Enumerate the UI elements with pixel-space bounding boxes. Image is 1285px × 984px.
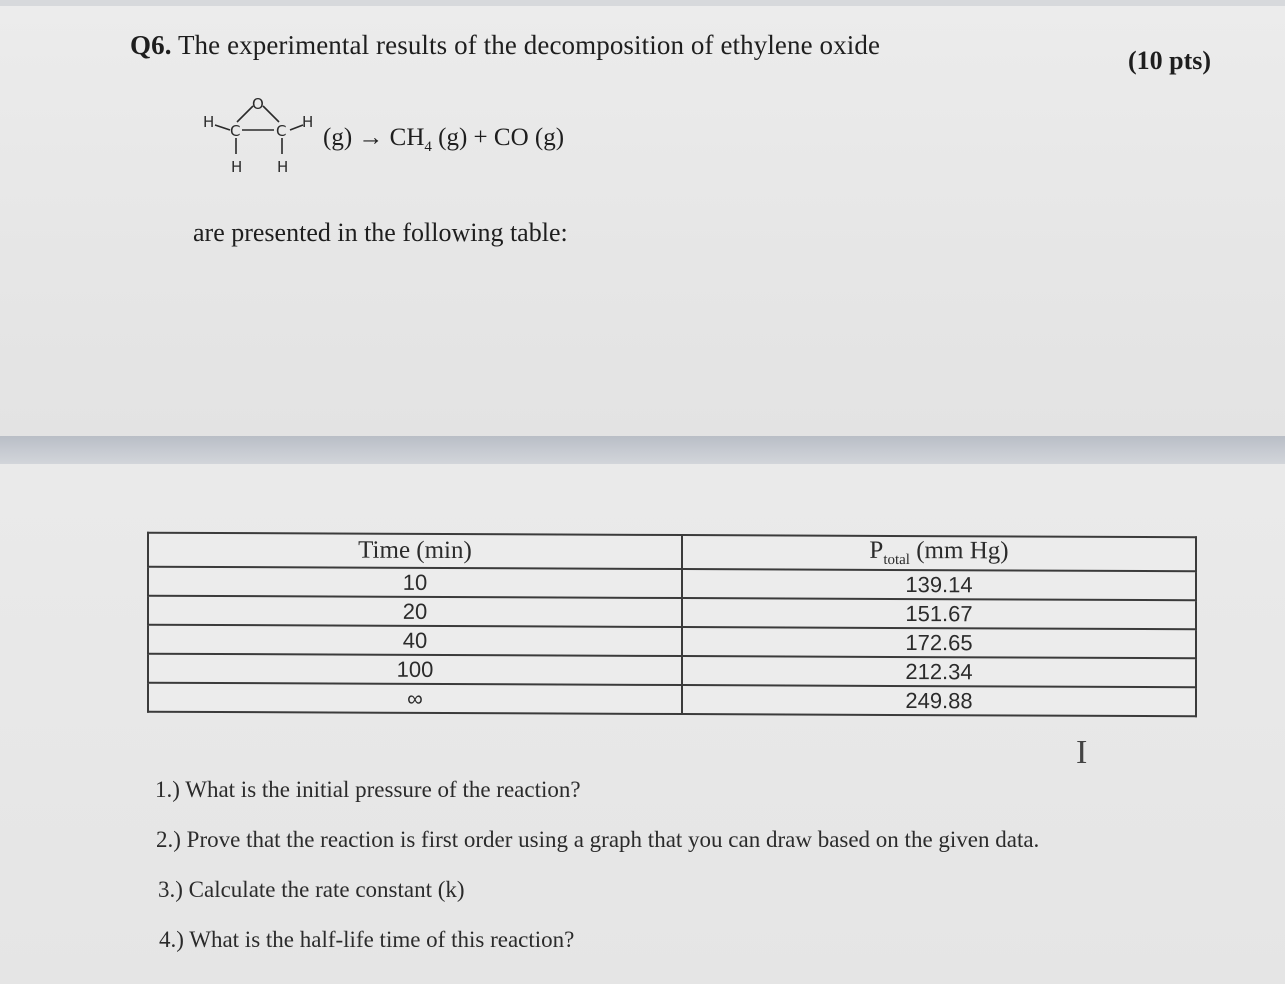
cell-time: 100 — [148, 654, 682, 685]
data-table — [147, 532, 1197, 718]
structure-diagram — [198, 92, 328, 182]
table-row — [148, 683, 1196, 717]
sub-question: 1.) What is the initial pressure of the reaction? — [155, 777, 581, 802]
question-panel — [0, 0, 1285, 436]
cell-pressure: 249.88 — [682, 685, 1196, 716]
atom-carbon-left: C — [230, 122, 241, 140]
header-pressure — [682, 535, 1196, 571]
bond-h-c-left — [215, 125, 230, 130]
cell-time: 20 — [148, 596, 682, 627]
product-methane-formula: CH — [389, 124, 425, 151]
bond-c-o-left — [237, 106, 253, 122]
text-cursor-icon: I — [1076, 734, 1088, 771]
atom-h-left: H — [203, 113, 215, 131]
product-methane-subscript: 4 — [424, 139, 432, 155]
ethylene-oxide-structure — [198, 92, 328, 182]
question-title — [130, 30, 880, 61]
header-pressure-symbol: P — [869, 536, 884, 564]
cell-pressure: 212.34 — [682, 656, 1196, 687]
table-row — [148, 596, 1196, 630]
cell-pressure: 151.67 — [682, 598, 1196, 629]
intro-text: are presented in the following table: — [193, 218, 568, 247]
atom-h-bottom-left: H — [231, 158, 243, 176]
question-title-text: The experimental results of the decomposition of ethylene oxide — [177, 30, 881, 60]
question-points: (10 pts) — [1128, 46, 1212, 75]
table-header-row — [148, 533, 1196, 572]
plus-sign: + — [473, 124, 488, 151]
cell-time: ∞ — [148, 683, 682, 714]
reaction-equation — [323, 124, 564, 156]
sub-question: 2.) Prove that the reaction is first order using a graph that you can draw based on the given data. — [156, 827, 1040, 852]
atom-oxygen: O — [252, 95, 264, 113]
atom-carbon-right: C — [276, 122, 287, 140]
sub-question: 3.) Calculate the rate constant (k) — [158, 877, 465, 902]
cell-pressure: 139.14 — [682, 569, 1196, 600]
header-pressure-subscript: total — [883, 551, 910, 569]
question-number: Q6. — [130, 30, 172, 60]
cell-pressure: 172.65 — [682, 627, 1196, 658]
reactant-state: (g) — [323, 124, 353, 151]
table-row — [148, 567, 1196, 601]
section-divider — [0, 436, 1285, 464]
product-co-state: (g) — [534, 124, 565, 151]
header-time: Time (min) — [148, 533, 682, 569]
product-methane-state: (g) — [438, 124, 468, 151]
table-row — [148, 625, 1196, 659]
product-co: CO — [493, 124, 529, 151]
reaction-arrow: → — [358, 124, 384, 151]
bond-o-c-right — [263, 106, 279, 122]
atom-h-right: H — [302, 113, 314, 131]
product-methane — [389, 124, 432, 155]
sub-question: 4.) What is the half-life time of this reaction? — [159, 927, 575, 952]
cell-time: 10 — [148, 567, 682, 598]
cell-time: 40 — [148, 625, 682, 656]
sub-question-list — [155, 770, 1039, 970]
top-border — [0, 0, 1285, 6]
atom-h-bottom-right: H — [277, 158, 289, 176]
header-pressure-unit: (mm Hg) — [916, 537, 1009, 565]
table-row — [148, 654, 1196, 688]
